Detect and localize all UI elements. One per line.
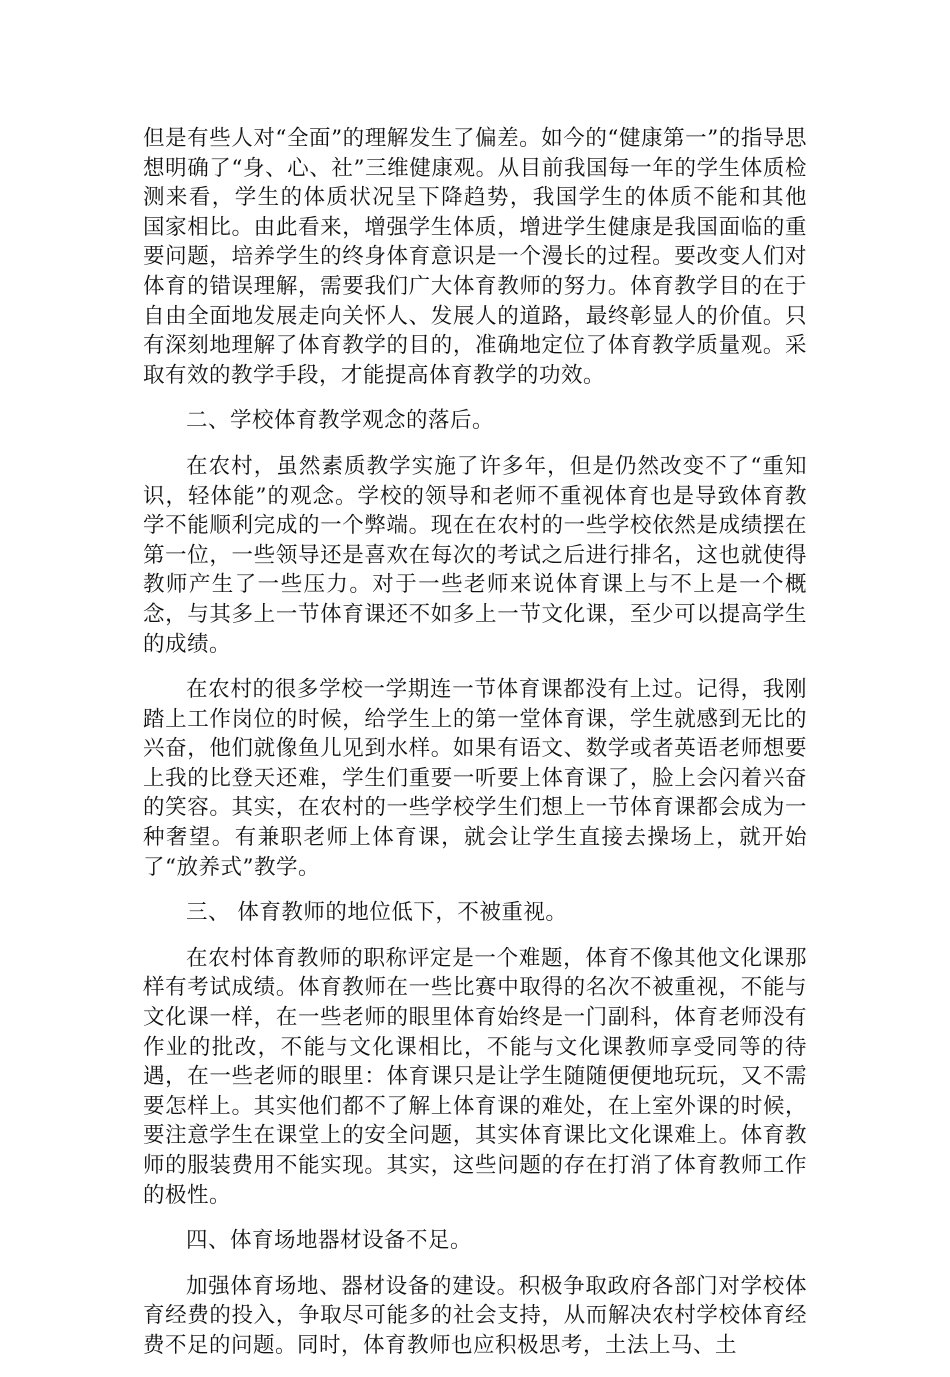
section-heading: 四、体育场地器材设备不足。	[186, 1228, 473, 1254]
section-heading: 二、学校体育教学观念的落后。	[186, 408, 495, 434]
body-paragraph: 在农村的很多学校一学期连一节体育课都没有上过。记得，我刚踏上工作岗位的时候，给学生上的第一堂体育课，学生就感到无比的兴奋，他们就像鱼儿见到水样。如果有语文、数学或者英语老师想要上我的比登天还难，学生们重要一听要上体育课了，脸上会闪着兴奋的笑容。其实，在农村的一些学校学生们想上一节体育课都会成为一种奢望。有兼职老师上体育课，就会让学生直接去操场上，就开始了“放养式”教学。	[143, 677, 807, 880]
body-paragraph: 在农村体育教师的职称评定是一个难题，体育不像其他文化课那样有考试成绩。体育教师在一些比赛中取得的名次不被重视，不能与文化课一样，在一些老师的眼里体育始终是一门副科，体育老师没有作业的批改，不能与文化课相比，不能与文化课教师享受同等的待遇，在一些老师的眼里：体育课只是让学生随随便便地玩玩，又不需要怎样上。其实他们都不了解上体育课的难处，在上室外课的时候，要注意学生在课堂上的安全问题，其实体育课比文化课难上。体育教师的服装费用不能实现。其实，这些问题的存在打消了体育教师工作的极性。	[143, 945, 807, 1208]
document-body	[143, 124, 807, 1377]
body-paragraph: 加强体育场地、器材设备的建设。积极争取政府各部门对学校体育经费的投入，争取尽可能多的社会支持，从而解决农村学校体育经费不足的问题。同时，体育教师也应积极思考，土法上马、土	[143, 1273, 807, 1358]
section-heading: 三、 体育教师的地位低下，不被重视。	[186, 900, 568, 926]
body-paragraph: 但是有些人对“全面”的理解发生了偏差。如今的“健康第一”的指导思想明确了“身、心、社”三维健康观。从目前我国每一年的学生体质检测来看，学生的体质状况呈下降趋势，我国学生的体质不能和其他 国家相比。由此看来，增强学生体质，增进学生健康是我国面临的重要问题，培养学生的终身体育意识是一个漫长的过程。要改变人们对体育的错误理解，需要我们广大体育教师的努力。体育教学目的在于自由全面地发展走向关怀人、发展人的道路，最终彰显人的价值。只有深刻地理解了体育教学的目的，准确地定位了体育教学质量观。采取有效的教学手段，才能提高体育教学的功效。	[143, 126, 807, 388]
body-paragraph: 在农村，虽然素质教学实施了许多年，但是仍然改变不了“重知识，轻体能”的观念。学校的领导和老师不重视体育也是导致体育教学不能顺利完成的一个弊端。现在在农村的一些学校依然是成绩摆在第一位，一些领导还是喜欢在每次的考试之后进行排名，这也就使得教师产生了一些压力。对于一些老师来说体育课上与不上是一个概念，与其多上一节体育课还不如多上一节文化课，至少可以提高学生的成绩。	[143, 453, 807, 657]
